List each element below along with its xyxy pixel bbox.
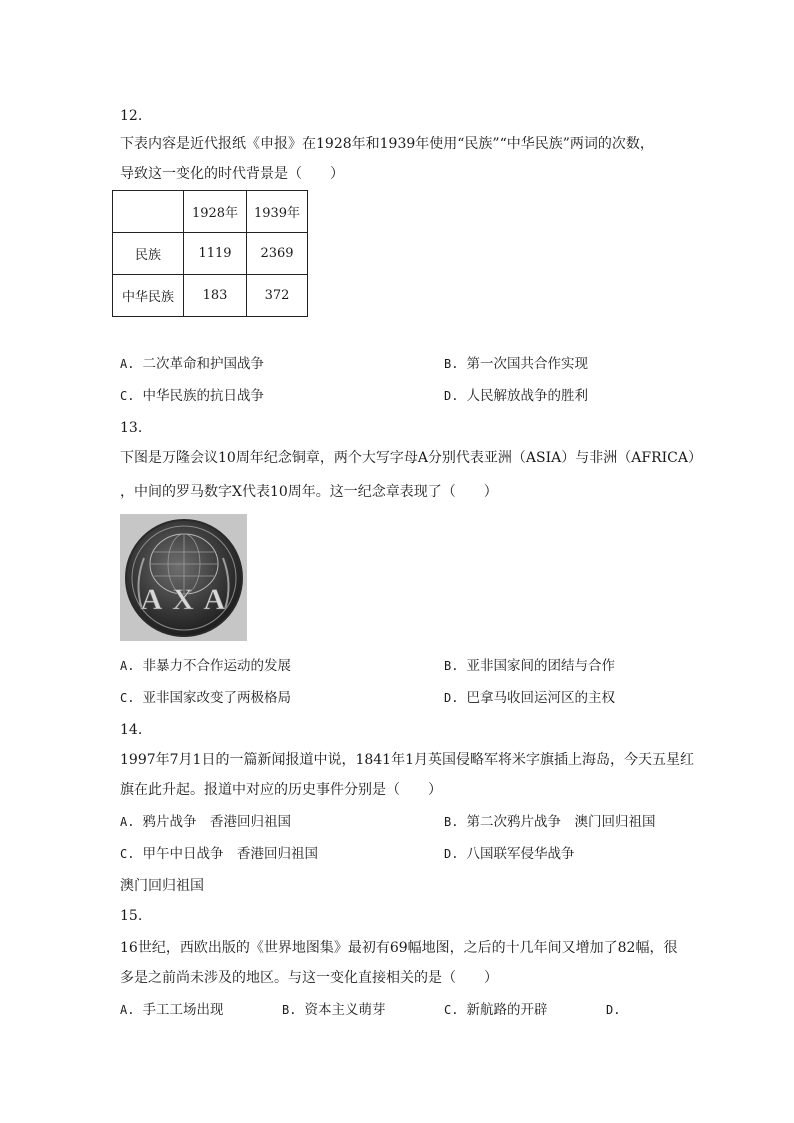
option-letter: C. <box>120 691 135 705</box>
option-letter: D. <box>444 847 459 861</box>
option-text: 巴拿马收回运河区的主权 <box>466 690 615 706</box>
question-14-option-c[interactable] <box>120 844 318 864</box>
option-letter: B. <box>444 357 459 371</box>
question-12-stem-line2: 导致这一变化的时代背景是（ ） <box>120 166 344 182</box>
option-letter: C. <box>444 1003 459 1017</box>
option-letter: B. <box>282 1003 297 1017</box>
medal-illustration <box>120 514 247 641</box>
question-12-option-b[interactable] <box>444 354 588 374</box>
table-cell: 中华民族 <box>113 275 184 317</box>
usage-count-table <box>112 190 308 317</box>
table-cell: 183 <box>184 275 247 317</box>
option-text: 鸦片战争 香港回归祖国 <box>142 814 291 830</box>
question-13-option-a[interactable] <box>120 656 291 676</box>
table-header-cell: 1939年 <box>247 191 308 233</box>
option-text: 第一次国共合作实现 <box>466 356 588 372</box>
option-text: 八国联军侵华战争 <box>466 846 575 862</box>
question-12-option-c[interactable] <box>120 386 264 406</box>
table-row <box>113 275 308 317</box>
table-header-cell: 1928年 <box>184 191 247 233</box>
option-text: 手工工场出现 <box>142 1002 224 1018</box>
question-12-option-a[interactable] <box>120 354 264 374</box>
bandung-medal-image <box>120 514 247 641</box>
table-row <box>113 233 308 275</box>
question-14-stem-line2: 旗在此升起。报道中对应的历史事件分别是（ ） <box>120 782 442 798</box>
question-15-number: 15. <box>120 908 143 924</box>
question-15-option-a[interactable] <box>120 1000 223 1020</box>
option-text: 非暴力不合作运动的发展 <box>142 658 291 674</box>
option-letter: C. <box>120 847 135 861</box>
question-15-option-c[interactable] <box>444 1000 547 1020</box>
option-text: 新航路的开辟 <box>466 1002 548 1018</box>
option-text: 亚非国家间的团结与合作 <box>466 658 615 674</box>
option-letter: D. <box>444 691 459 705</box>
question-12-stem-line1: 下表内容是近代报纸《申报》在1928年和1939年使用“民族”“中华民族”两词的次数， <box>120 136 654 152</box>
table-header-cell <box>113 191 184 233</box>
medal-lettering: A X A <box>140 583 228 616</box>
question-13-option-b[interactable] <box>444 656 615 676</box>
question-12-option-d[interactable] <box>444 386 588 406</box>
question-13-option-c[interactable] <box>120 688 291 708</box>
option-letter: A. <box>120 357 135 371</box>
option-letter: A. <box>120 815 135 829</box>
option-text: 二次革命和护国战争 <box>142 356 264 372</box>
question-15-stem-line1: 16世纪，西欧出版的《世界地图集》最初有69幅地图，之后的十几年间又增加了82幅，很 <box>120 940 678 956</box>
question-14-option-a[interactable] <box>120 812 291 832</box>
option-text: 甲午中日战争 香港回归祖国 <box>142 846 318 862</box>
option-text: 亚非国家改变了两极格局 <box>142 690 291 706</box>
option-letter: D. <box>606 1003 621 1017</box>
option-text: 第二次鸦片战争 澳门回归祖国 <box>466 814 656 830</box>
question-14-option-b[interactable] <box>444 812 655 832</box>
question-13-stem-line1: 下图是万隆会议10周年纪念铜章，两个大写字母A分别代表亚洲（ASIA）与非洲（AFRICA） <box>120 450 702 466</box>
option-letter: C. <box>120 389 135 403</box>
question-15-option-b[interactable] <box>282 1000 385 1020</box>
question-15-stem-line2: 多是之前尚未涉及的地区。与这一变化直接相关的是（ ） <box>120 970 498 986</box>
option-text: 中华民族的抗日战争 <box>142 388 264 404</box>
option-text: 资本主义萌芽 <box>304 1002 386 1018</box>
option-letter: A. <box>120 1003 135 1017</box>
table-cell: 2369 <box>247 233 308 275</box>
table-header-row <box>113 191 308 233</box>
question-14-option-d-continuation: 澳门回归祖国 <box>120 878 204 894</box>
table-cell: 1119 <box>184 233 247 275</box>
question-14-option-d[interactable] <box>444 844 574 864</box>
question-13-number: 13. <box>120 420 143 436</box>
question-15-option-d[interactable] <box>606 1000 628 1020</box>
question-14-number: 14. <box>120 722 143 738</box>
option-letter: B. <box>444 815 459 829</box>
table-cell: 372 <box>247 275 308 317</box>
option-letter: D. <box>444 389 459 403</box>
option-letter: B. <box>444 659 459 673</box>
option-text: 人民解放战争的胜利 <box>466 388 588 404</box>
question-12-number: 12. <box>120 108 143 124</box>
table-cell: 民族 <box>113 233 184 275</box>
question-13-stem-line2: ，中间的罗马数字X代表10周年。这一纪念章表现了（ ） <box>120 484 498 500</box>
question-14-stem-line1: 1997年7月1日的一篇新闻报道中说，1841年1月英国侵略军将米字旗插上海岛，今天五星红 <box>120 752 694 768</box>
option-letter: A. <box>120 659 135 673</box>
question-13-option-d[interactable] <box>444 688 615 708</box>
